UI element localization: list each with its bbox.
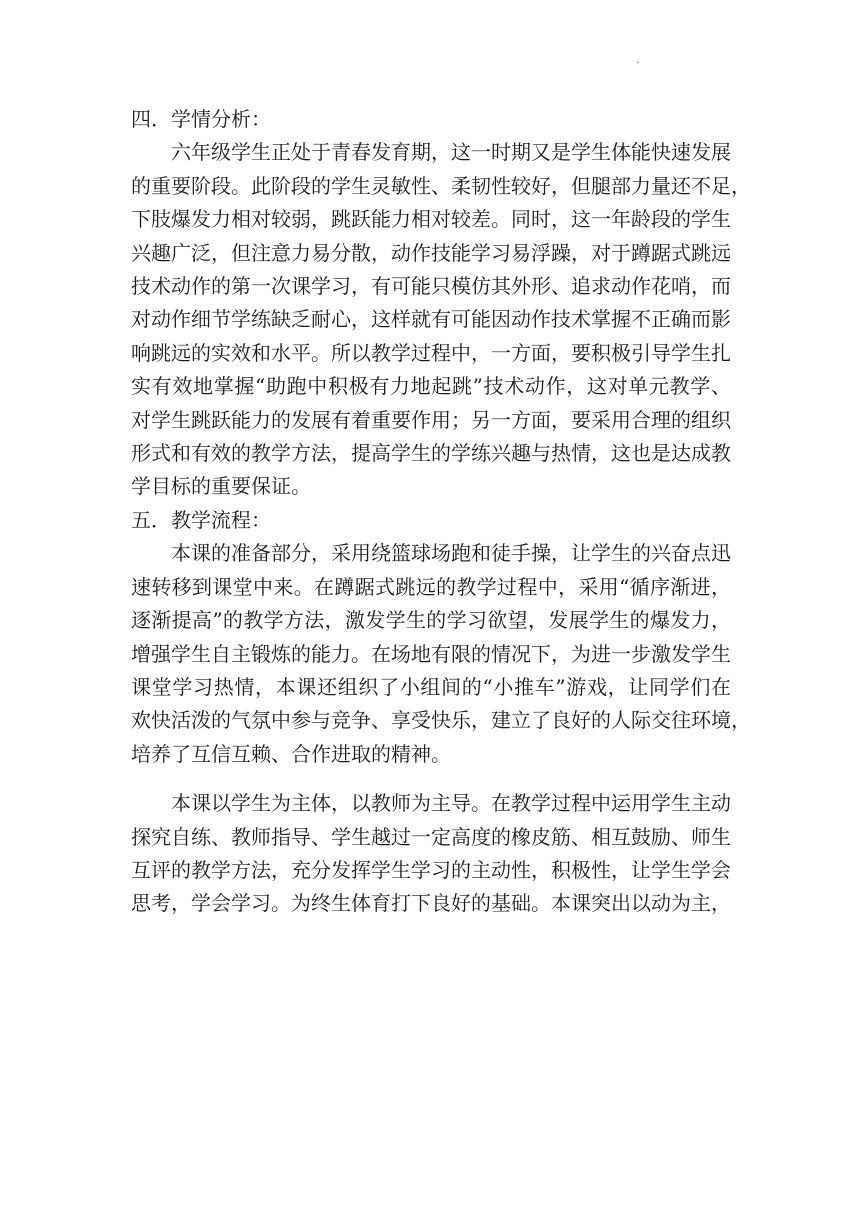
- text-line: 下肢爆发力相对较弱，跳跃能力相对较差。同时，这一年龄段的学生: [131, 207, 731, 232]
- text-line: 本课以学生为主体，以教师为主导。在教学过程中运用学生主动: [171, 791, 731, 816]
- text-line: 的重要阶段。此阶段的学生灵敏性、柔韧性较好，但腿部力量还不足，: [131, 173, 751, 198]
- text-line: 响跳远的实效和水平。所以教学过程中，一方面，要积极引导学生扎: [131, 340, 731, 365]
- text-line: 速转移到课堂中来。在蹲踞式跳远的教学过程中，采用“循序渐进，: [131, 574, 731, 599]
- text-line: 学目标的重要保证。: [131, 474, 311, 499]
- text-line: 增强学生自主锻炼的能力。在场地有限的情况下，为进一步激发学生: [131, 641, 731, 666]
- text-line: 对动作细节学练缺乏耐心，这样就有可能因动作技术掌握不正确而影: [131, 307, 731, 332]
- text-line: 实有效地掌握“助跑中积极有力地起跳”技术动作，这对单元教学、: [131, 374, 731, 399]
- text-line: 欢快活泼的气氛中参与竞争、享受快乐，建立了良好的人际交往环境，: [131, 708, 751, 733]
- text-line: 六年级学生正处于青春发育期，这一时期又是学生体能快速发展: [171, 140, 731, 165]
- text-line: 形式和有效的教学方法，提高学生的学练兴趣与热情，这也是达成教: [131, 441, 731, 466]
- section-heading-teaching-process: 五．教学流程：: [131, 507, 271, 532]
- text-line: 思考，学会学习。为终生体育打下良好的基础。本课突出以动为主，: [131, 891, 731, 916]
- paragraph-learning-analysis: [131, 136, 751, 503]
- text-line: 探究自练、教师指导、学生越过一定高度的橡皮筋、相互鼓励、师生: [131, 824, 731, 849]
- text-line: 互评的教学方法，充分发挥学生学习的主动性，积极性，让学生学会: [131, 857, 731, 882]
- text-line: 对学生跳跃能力的发展有着重要作用；另一方面，要采用合理的组织: [131, 407, 731, 432]
- paragraph-teaching-process-1: [131, 537, 751, 771]
- paragraph-teaching-process-2: [131, 787, 731, 921]
- page-marker: .: [636, 55, 640, 66]
- text-line: 培养了互信互赖、合作进取的精神。: [131, 741, 451, 766]
- text-line: 技术动作的第一次课学习，有可能只模仿其外形、追求动作花哨，而: [131, 274, 731, 299]
- text-line: 本课的准备部分，采用绕篮球场跑和徒手操，让学生的兴奋点迅: [171, 541, 731, 566]
- paragraph-spacer: [131, 771, 731, 787]
- text-line: 课堂学习热情，本课还组织了小组间的“小推车”游戏，让同学们在: [131, 674, 731, 699]
- text-line: 逐渐提高”的教学方法，激发学生的学习欲望，发展学生的爆发力，: [131, 608, 731, 633]
- document-body: [131, 103, 751, 921]
- section-heading-learning-analysis: 四．学情分析：: [131, 107, 271, 131]
- text-line: 兴趣广泛，但注意力易分散，动作技能学习易浮躁，对于蹲踞式跳远: [131, 240, 731, 265]
